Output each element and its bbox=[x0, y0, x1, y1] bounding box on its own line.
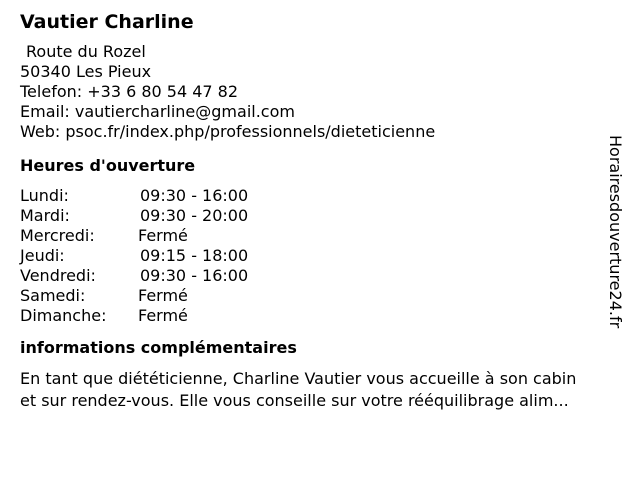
hours-day: Mercredi: bbox=[20, 226, 95, 245]
contact-block bbox=[20, 42, 610, 142]
hours-time: 09:30 - 16:00 bbox=[140, 266, 249, 285]
hours-day: Mardi: bbox=[20, 206, 70, 225]
hours-day: Samedi: bbox=[20, 286, 86, 305]
description-line-1: En tant que diététicienne, Charline Vautier vous accueille à son cabin bbox=[20, 369, 577, 388]
opening-hours-table bbox=[20, 186, 248, 326]
hours-row bbox=[20, 206, 248, 226]
address-street: Route du Rozel bbox=[26, 42, 146, 61]
hours-time: Fermé bbox=[138, 226, 188, 245]
description-line-2: et sur rendez-vous. Elle vous conseille sur votre rééquilibrage alim... bbox=[20, 391, 569, 410]
web-line: Web: psoc.fr/index.php/professionnels/dieteticienne bbox=[20, 122, 436, 141]
hours-time: Fermé bbox=[138, 286, 188, 305]
business-card bbox=[20, 10, 610, 412]
business-name: Vautier Charline bbox=[20, 11, 194, 33]
address-city: 50340 Les Pieux bbox=[20, 62, 152, 81]
hours-day: Jeudi: bbox=[20, 246, 65, 265]
hours-time: Fermé bbox=[138, 306, 188, 325]
hours-row bbox=[20, 186, 248, 206]
hours-row bbox=[20, 246, 248, 266]
info-heading: informations complémentaires bbox=[20, 338, 297, 357]
brand-watermark: Horairesdouverture24.fr bbox=[606, 135, 625, 329]
hours-heading: Heures d'ouverture bbox=[20, 156, 196, 175]
email-line: Email: vautiercharline@gmail.com bbox=[20, 102, 295, 121]
hours-row bbox=[20, 226, 248, 246]
hours-time: 09:30 - 16:00 bbox=[140, 186, 249, 205]
hours-day: Dimanche: bbox=[20, 306, 107, 325]
hours-row bbox=[20, 266, 248, 286]
hours-row bbox=[20, 286, 248, 306]
hours-day: Vendredi: bbox=[20, 266, 96, 285]
phone-line: Telefon: +33 6 80 54 47 82 bbox=[20, 82, 239, 101]
hours-row bbox=[20, 306, 248, 326]
hours-time: 09:30 - 20:00 bbox=[140, 206, 249, 225]
hours-time: 09:15 - 18:00 bbox=[140, 246, 249, 265]
hours-day: Lundi: bbox=[20, 186, 69, 205]
